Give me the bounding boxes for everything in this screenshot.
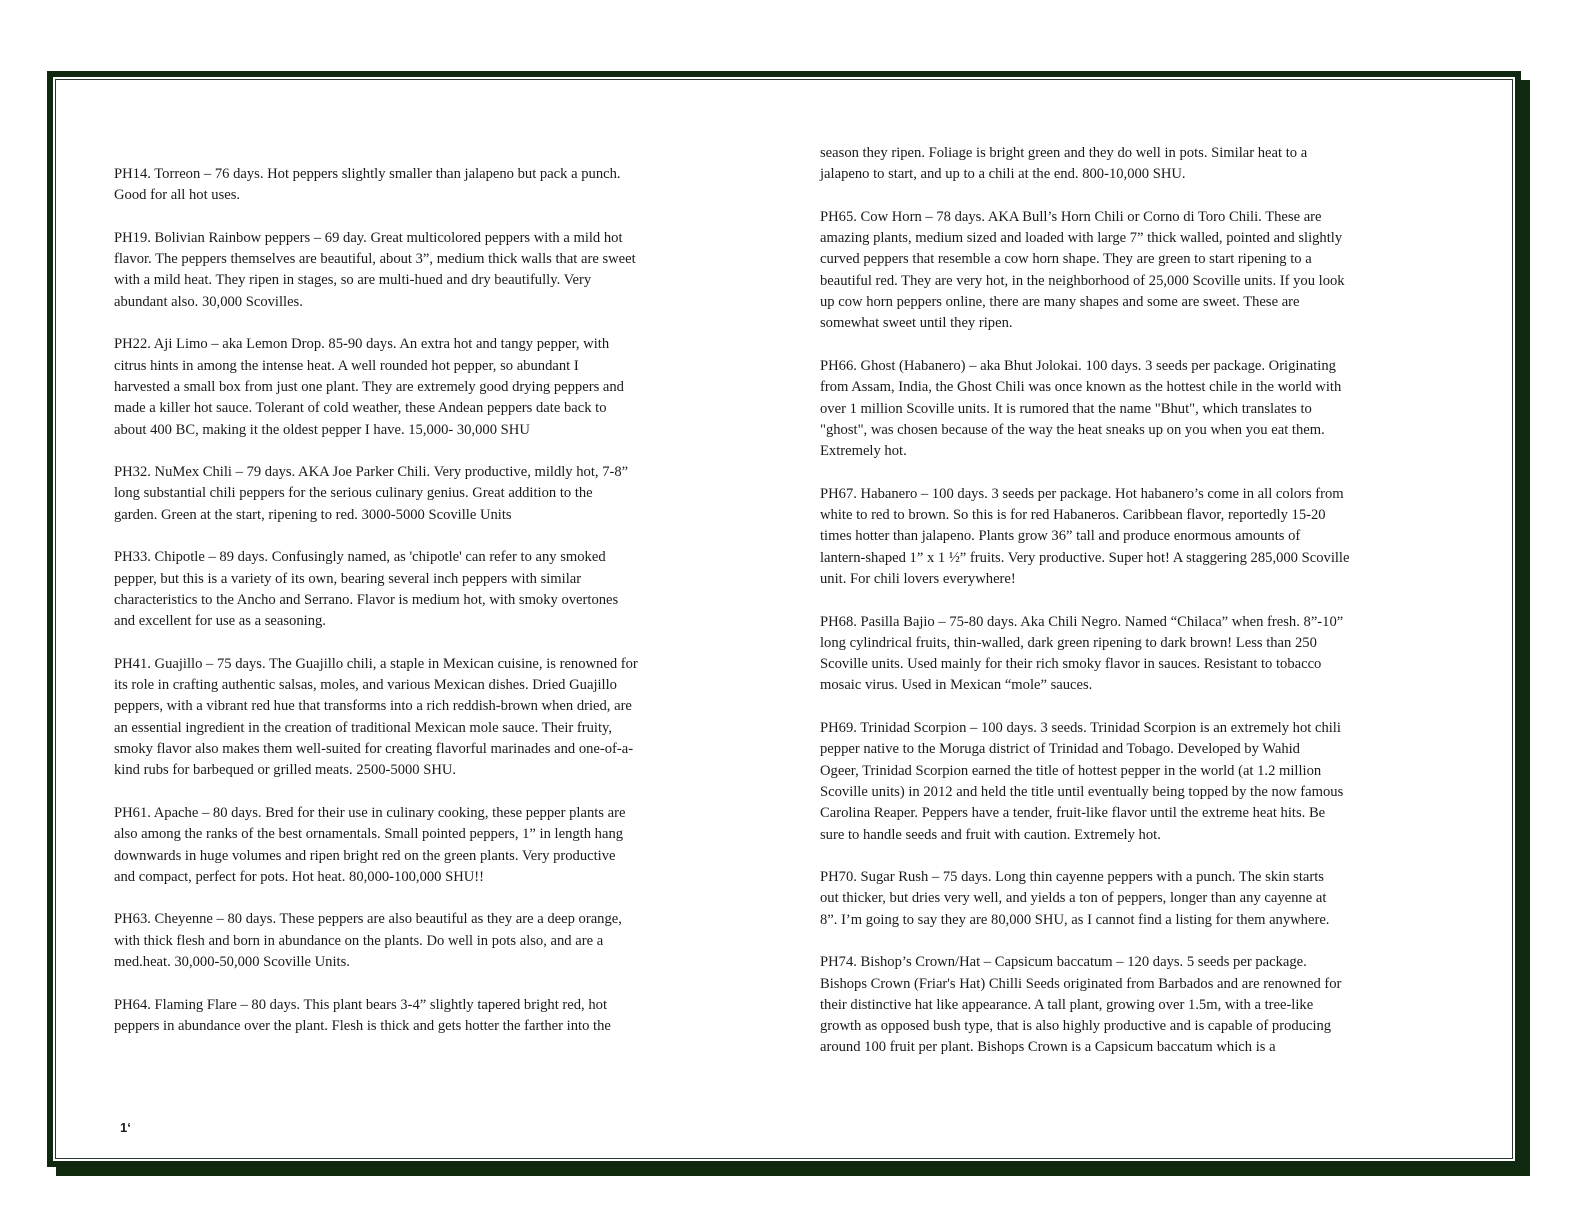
entry-ph61: PH61. Apache – 80 days. Bred for their use in culinary cooking, these pepper plants are also among the ranks of the best ornamentals. Small pointed peppers, 1” in length hang downwards in huge volumes and ripen bright red on the green plants. Very productive and compact, perfect for pots. Hot heat. 80,000-100,000 SHU!! (114, 804, 626, 885)
entry-ph68: PH68. Pasilla Bajio – 75-80 days. Aka Chili Negro. Named “Chilaca” when fresh. 8”-10” long cylindrical fruits, thin-walled, dark green ripening to dark brown! Less than 250 Scoville units. Used mainly for their rich smoky flavor in sauces. Resistant to tobacco mosaic virus. Used in Mexican “mole” sauces. (820, 613, 1344, 694)
entry-ph22: PH22. Aji Limo – aka Lemon Drop. 85-90 days. An extra hot and tangy pepper, with citrus hints in among the intense heat. A well rounded hot pepper, so abundant I harvested a small box from just one plant. They are extremely good drying peppers and made a killer hot sauce. Tolerant of cold weather, these Andean peppers date back to about 400 BC, making it the oldest pepper I have. 15,000- 30,000 SHU (114, 336, 624, 438)
entry-ph33: PH33. Chipotle – 89 days. Confusingly named, as 'chipotle' can refer to any smoked pepper, but this is a variety of its own, bearing several inch peppers with similar characteristics to the Ancho and Serrano. Flavor is medium hot, with smoky overtones and excellent for use as a seasoning. (114, 549, 619, 630)
entry-ph64: PH64. Flaming Flare – 80 days. This plant bears 3-4” slightly tapered bright red, hot peppers in abundance over the plant. Flesh is thick and gets hotter the farther into the (114, 996, 611, 1034)
entry-ph65: PH65. Cow Horn – 78 days. AKA Bull’s Horn Chili or Corno di Toro Chili. These are amazing plants, medium sized and loaded with large 7” thick walled, pointed and slightly curved peppers that resemble a cow horn shape. They are green to start ripening to a beautiful red. They are very hot, in the neighborhood of 25,000 Scoville units. If you look up cow horn peppers online, there are many shapes and some are sweet. These are somewhat sweet until they ripen. (820, 208, 1345, 332)
entry-ph19: PH19. Bolivian Rainbow peppers – 69 day. Great multicolored peppers with a mild hot flavor. The peppers themselves are beautiful, about 3”, medium thick walls that are sweet with a mild heat. They ripen in stages, so are multi-hued and dry beautifully. Very abundant also. 30,000 Scovilles. (114, 229, 636, 310)
entry-ph74: PH74. Bishop’s Crown/Hat – Capsicum baccatum – 120 days. 5 seeds per package. Bishops Crown (Friar's Hat) Chilli Seeds originated from Barbados and are renowned for their distinctive hat like appearance. A tall plant, growing over 1.5m, with a tree-like growth as opposed bush type, that is also highly productive and is capable of producing around 100 fruit per plant. Bishops Crown is a Capsicum baccatum which is a (820, 954, 1342, 1056)
entry-ph66: PH66. Ghost (Habanero) – aka Bhut Jolokai. 100 days. 3 seeds per package. Originating from Assam, India, the Ghost Chili was once known as the hottest chile in the world with over 1 million Scoville units. It is rumored that the name "Bhut", which translates to "ghost", was chosen because of the way the heat sneaks up on you when you eat them. Extremely hot. (820, 357, 1342, 460)
entry-ph67: PH67. Habanero – 100 days. 3 seeds per package. Hot habanero’s come in all colors from white to red to brown. So this is for red Habaneros. Caribbean flavor, reportedly 15-20 times hotter than jalapeno. Plants grow 36” tall and produce enormous amounts of lantern-shaped 1” x 1 ½” fruits. Very productive. Super hot! A staggering 285,000 Scoville unit. For chili lovers everywhere! (820, 485, 1350, 587)
entry-ph41: PH41. Guajillo – 75 days. The Guajillo chili, a staple in Mexican cuisine, is renowned for its role in crafting authentic salsas, moles, and various Mexican dishes. Dried Guajillo peppers, with a vibrant red hue that transforms into a rich reddish-brown when dried, are an essential ingredient in the creation of traditional Mexican mole sauce. Their fruity, smoky flavor also makes them well-suited for creating flavorful marinades and one-of-a- kind rubs for barbequed or grilled meats. 2500-5000 SHU. (114, 655, 638, 779)
page-number: 1‘ (120, 1120, 131, 1135)
right-column (820, 143, 1460, 1080)
left-column (114, 164, 754, 1058)
entry-ph32: PH32. NuMex Chili – 79 days. AKA Joe Parker Chili. Very productive, mildly hot, 7-8” long substantial chili peppers for the serious culinary genius. Great addition to the garden. Green at the start, ripening to red. 3000-5000 Scoville Units (114, 464, 629, 523)
entry-ph14: PH14. Torreon – 76 days. Hot peppers slightly smaller than jalapeno but pack a punch. Good for all hot uses. (114, 166, 621, 204)
entry-ph63: PH63. Cheyenne – 80 days. These peppers are also beautiful as they are a deep orange, with thick flesh and born in abundance on the plants. Do well in pots also, and are a med.heat. 30,000-50,000 Scoville Units. (114, 911, 622, 970)
entry-ph70: PH70. Sugar Rush – 75 days. Long thin cayenne peppers with a punch. The skin starts out thicker, but dries very well, and yields a ton of peppers, longer than any cayenne at 8”. I’m going to say they are 80,000 SHU, as I cannot find a listing for them anywhere. (820, 869, 1330, 928)
entry-ph69: PH69. Trinidad Scorpion – 100 days. 3 seeds. Trinidad Scorpion is an extremely hot chili pepper native to the Moruga district of Trinidad and Tobago. Developed by Wahid Ogeer, Trinidad Scorpion earned the title of hottest pepper in the world (at 1.2 million Scoville units) in 2012 and held the title until eventually being topped by the now famous Carolina Reaper. Peppers have a tender, fruit-like flavor until the extreme heat hits. Be sure to handle seeds and fruit with caution. Extremely hot. (820, 720, 1344, 843)
entry-ph64-continued: season they ripen. Foliage is bright green and they do well in pots. Similar heat to a jalapeno to start, and up to a chili at the end. 800-10,000 SHU. (820, 145, 1308, 183)
